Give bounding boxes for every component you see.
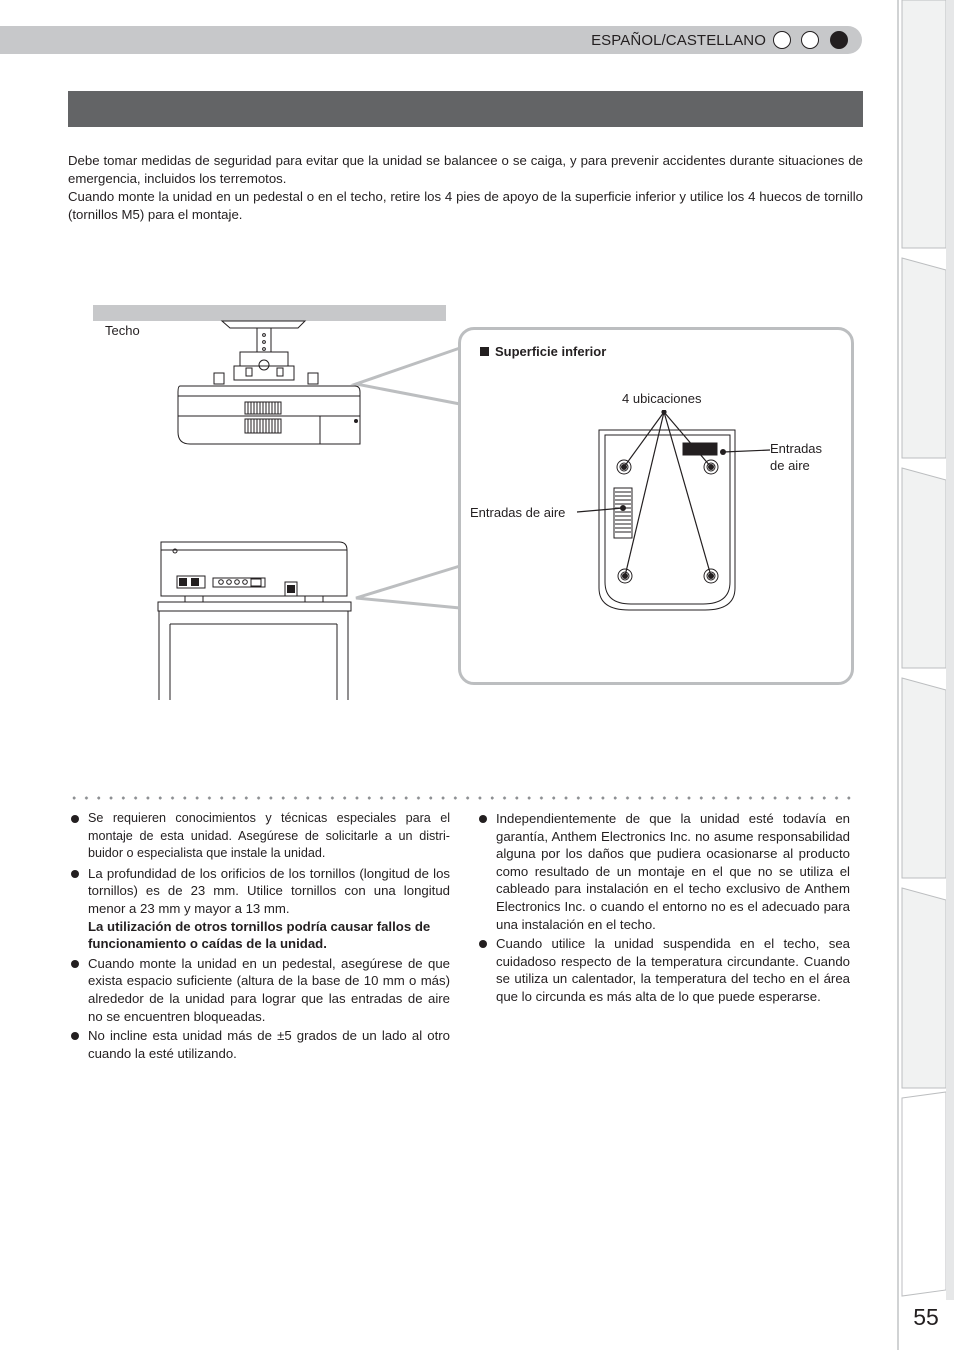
side-tab-strip xyxy=(896,0,954,1350)
bottom-surface-view-illustration xyxy=(575,410,775,620)
pedestal-mounted-projector-illustration xyxy=(155,538,355,702)
ceiling-mounted-projector-illustration xyxy=(160,318,370,452)
bullet-icon xyxy=(71,960,79,968)
ceiling-label: Techo xyxy=(105,323,140,338)
note-text: No incline esta unidad más de ±5 grados de un lado al otro cuando la esté utilizando. xyxy=(88,1028,450,1061)
air-inlets-right-line-1: Entradas xyxy=(770,441,823,456)
note-item xyxy=(476,935,850,1005)
four-locations-label: 4 ubicaciones xyxy=(622,391,702,406)
note-text: La profundidad de los orificios de los tornillos (longitud de los tornillos) es de 23 mm. Utilice tornillos con una longitud menor a 23 mm y mayor a 13 mm. xyxy=(88,865,450,916)
air-inlets-right-line-2: de aire xyxy=(770,458,810,473)
notes-right-column xyxy=(476,810,850,1008)
note-text: Independientemente de que la unidad esté todavía en garantía, Anthem Electronics Inc. no asume responsabilidad alguna por los daños que pudiera ocasionarse al producto como resultado de un montaje en el que no se utiliza el cableado para instalación en el techo exclusivo de Anthem Electronics Inc. o cuando el entorno no es el adecuado para una instalación en el techo. xyxy=(496,811,850,932)
note-text: Se requieren conocimientos y técnicas especiales para el montaje de esta unidad. Asegúrese de solicitarle a un distribuidor o especialista que instale la unidad. xyxy=(88,811,450,861)
air-inlets-left-label: Entradas de aire xyxy=(470,505,566,520)
indicator-circle-filled xyxy=(830,31,848,49)
dotted-separator xyxy=(68,796,858,800)
indicator-circle-empty xyxy=(801,31,819,49)
air-inlets-right-label xyxy=(770,440,822,474)
callout-connector xyxy=(350,340,470,610)
bullet-icon xyxy=(479,940,487,948)
bullet-icon xyxy=(479,815,487,823)
note-item xyxy=(68,1027,450,1062)
bullet-icon xyxy=(71,815,79,823)
section-title-bar xyxy=(68,91,863,127)
note-item xyxy=(68,810,450,863)
bullet-icon xyxy=(71,1032,79,1040)
bullet-icon xyxy=(71,870,79,878)
notes-left-column xyxy=(68,810,450,1064)
intro-paragraph-1: Debe tomar medidas de seguridad para evitar que la unidad se balancee o se caiga, y para prevenir accidentes durante situaciones de emergencia, incluidos los terremotos. xyxy=(68,153,863,186)
callout-title-text: Superficie inferior xyxy=(495,344,607,359)
note-item xyxy=(476,810,850,933)
note-text: Cuando monte la unidad en un pedestal, asegúrese de que exista espacio suficiente (altura de la base de 10 mm o más) alrededor de la unidad para lograr que las entradas de aire no se encuentren bloqueadas. xyxy=(88,955,450,1024)
note-item xyxy=(68,865,450,953)
intro-paragraph-2: Cuando monte la unidad en un pedestal o en el techo, retire los 4 pies de apoyo de la superficie inferior y utilice los 4 huecos de tornillo (tornillos M5) para el montaje. xyxy=(68,189,863,222)
note-item xyxy=(68,955,450,1025)
language-label: ESPAÑOL/CASTELLANO xyxy=(591,32,766,49)
callout-title xyxy=(480,344,606,359)
note-text: Cuando utilice la unidad suspendida en el techo, sea cuidadoso respecto de la temperatura circundante. Cuando se utiliza un calentador, la temperatura del techo en el área que lo circunda es más alta de lo que puede esperarse. xyxy=(496,936,850,1004)
note-warning: La utilización de otros tornillos podría causar fallos de funcionamiento o caídas de la unidad. xyxy=(88,918,431,952)
page-number: 55 xyxy=(913,1304,939,1330)
indicator-circle-empty xyxy=(773,31,791,49)
square-bullet-icon xyxy=(480,347,489,356)
